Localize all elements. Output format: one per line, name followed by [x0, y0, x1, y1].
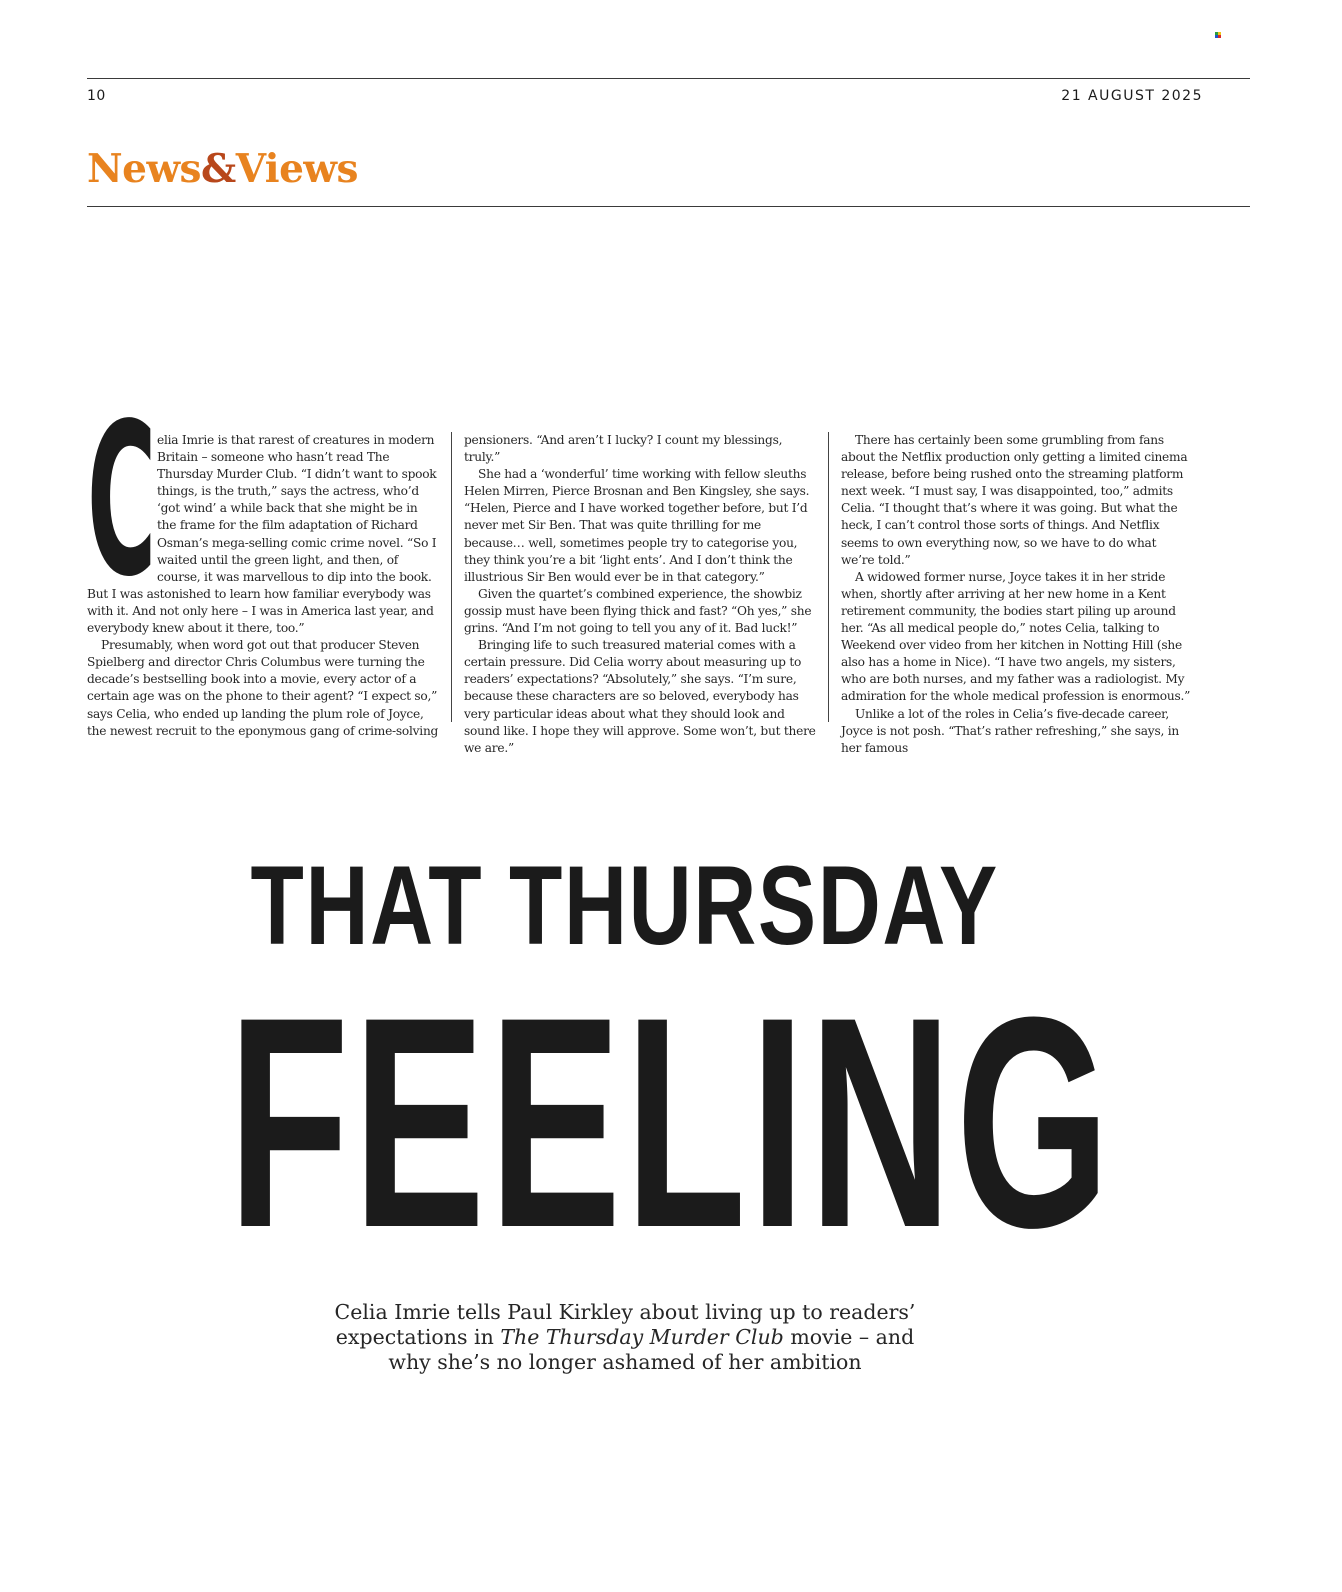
standfirst-film-title: The Thursday Murder Club — [500, 1325, 784, 1349]
paragraph: Given the quartet’s combined experience, the showbiz gossip must have been flying thick and fast? “Oh yes,” she grins. “And I’m not going to tell you any of it. Bad luck!” — [464, 586, 812, 636]
paragraph: Unlike a lot of the roles in Celia’s five-decade career, Joyce is not posh. “That’s rather refreshing,” she says, in her famous — [841, 706, 1179, 755]
issue-date: 21 AUGUST 2025 — [1061, 88, 1203, 104]
paragraph: Presumably, when word got out that producer Steven Spielberg and director Chris Columbus were turning the decade’s bestselling book into a movie, every actor of a certain age was on the phone to their agent? “I expect so,” says Celia, who ended up landing the plum role of Joyce, the newest recruit to the eponymous gang of crime-solving — [87, 638, 439, 738]
paragraph: pensioners. “And aren’t I lucky? I count my blessings, truly.” — [464, 433, 783, 465]
paragraph: elia Imrie is that rarest of creatures in modern Britain – someone who hasn’t read The Thursday Murder Club. “I didn’t want to spook things, is the truth,” says the actress, who’d ‘got wind’ a while back that she might be in the frame for the film adaptation of Richard Osman’s mega-selling comic crime novel. “So I waited until the green light, and then, of course, it was marvellous to dip into the book. But I was astonished to learn how familiar everybody was with it. And not only here – I was in America last year, and everybody knew about it there, too.” — [87, 433, 437, 636]
print-color-mark — [1215, 32, 1222, 39]
standfirst-text-before: Celia Imrie tells Paul Kirkley about living up to readers’ expectations in — [334, 1300, 916, 1349]
paragraph: She had a ‘wonderful’ time working with fellow sleuths Helen Mirren, Pierce Brosnan and Ben Kingsley, she says. “Helen, Pierce and I have worked together before, but I’d never met Sir Ben. That was quite thrilling for me because… well, sometimes people try to categorise you, they think you’re a bit ‘light ents’. And I don’t think the illustrious Sir Ben would ever be in that category.” — [464, 467, 810, 584]
article-column-1 — [87, 378, 451, 738]
article-column-2 — [451, 432, 828, 755]
headline-line-1: THAT THURSDAY — [250, 843, 1000, 968]
page-number: 10 — [87, 88, 106, 104]
article-body — [87, 378, 1201, 755]
section-title-ampersand: & — [201, 146, 236, 192]
section-title — [87, 146, 358, 192]
standfirst-text-after: movie – and why she’s no longer ashamed of her ambition — [388, 1325, 915, 1374]
paragraph: There has certainly been some grumbling from fans about the Netflix production only getting a limited cinema release, before being rushed onto the streaming platform next week. “I must say, I was disappointed, too,” admits Celia. “I thought that’s where it was going. But what the heck, I can’t control those sorts of things. And Netflix seems to own everything now, so we have to do what we’re told.” — [841, 433, 1188, 567]
standfirst — [325, 1300, 925, 1375]
drop-cap: C — [87, 378, 157, 623]
section-title-news: News — [87, 146, 201, 192]
headline-line-2: FEELING — [228, 954, 1114, 1290]
paragraph: Bringing life to such treasured material comes with a certain pressure. Did Celia worry about measuring up to readers’ expectations? “Absolutely,” she says. “I’m sure, because these characters are so beloved, everybody has very particular ideas about what they should look and sound like. I hope they will approve. Some won’t, but there we are.” — [464, 638, 816, 755]
article-column-3 — [828, 432, 1193, 755]
section-rule — [87, 206, 1250, 207]
section-title-views: Views — [235, 146, 358, 192]
top-rule — [87, 78, 1250, 79]
paragraph: A widowed former nurse, Joyce takes it in her stride when, shortly after arriving at her new home in a Kent retirement community, the bodies start piling up around her. “As all medical people do,” notes Celia, talking to Weekend over video from her kitchen in Notting Hill (she also has a home in Nice). “I have two angels, my sisters, who are both nurses, and my father was a radiologist. My admiration for the whole medical profession is enormous.” — [841, 569, 1191, 704]
